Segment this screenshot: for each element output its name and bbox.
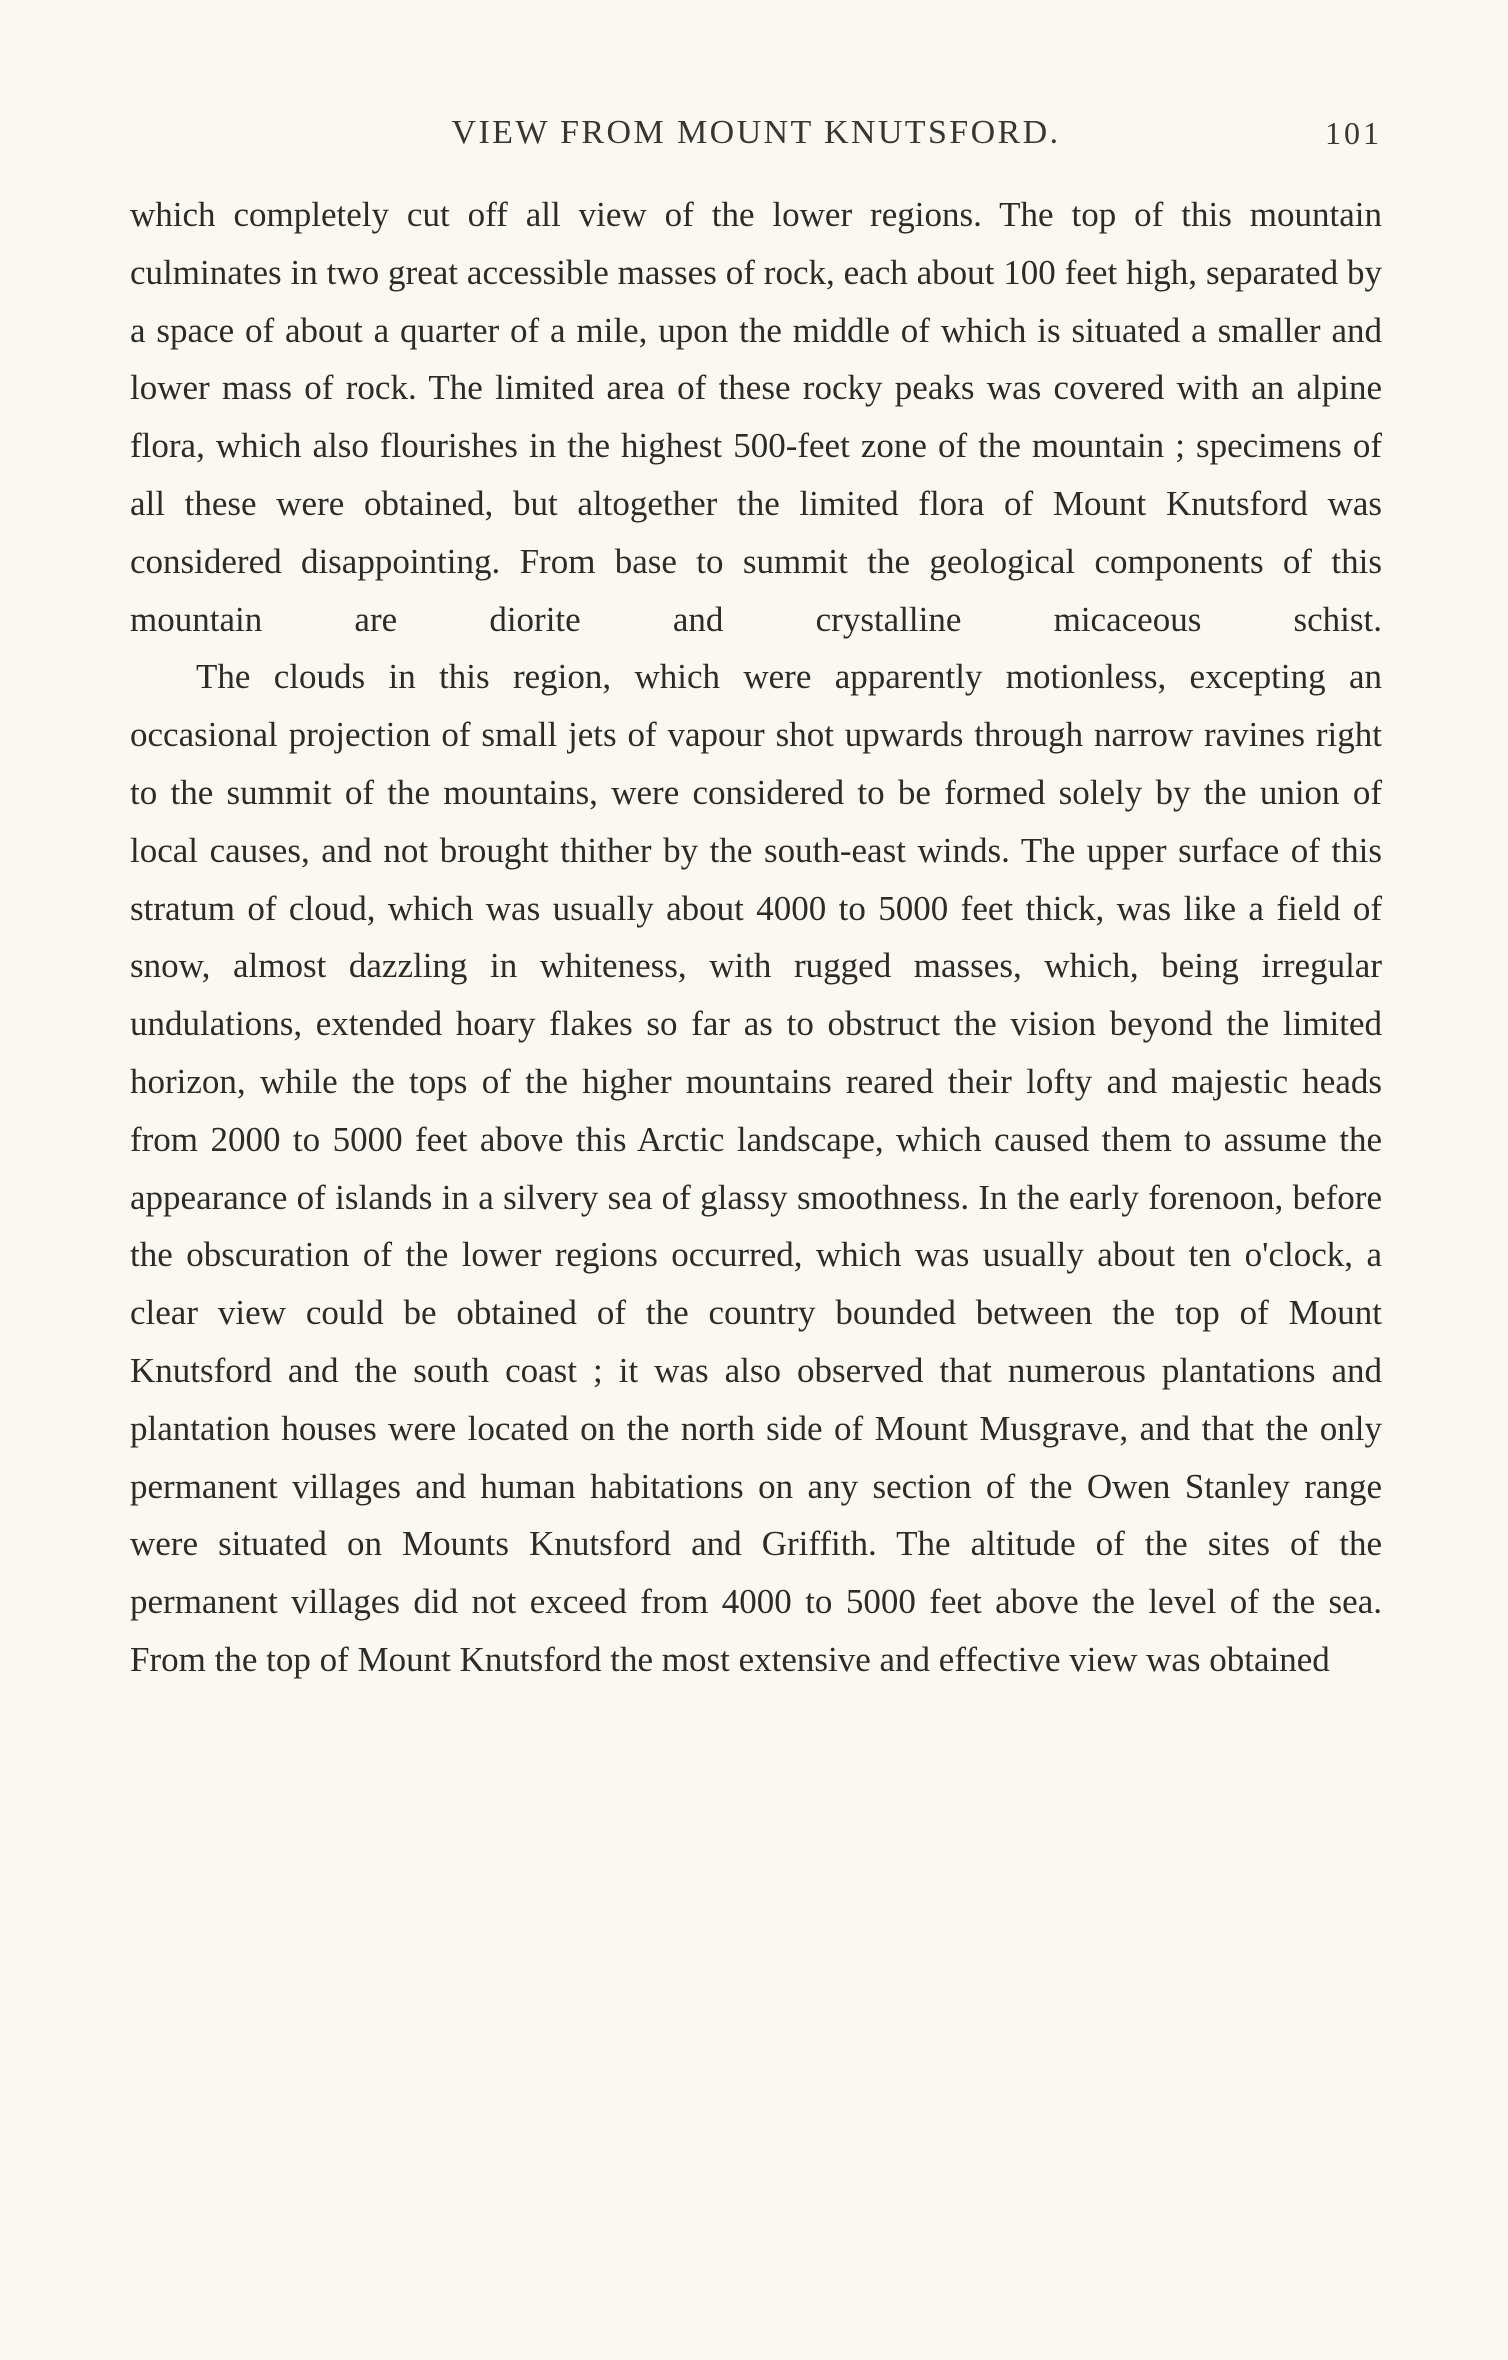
running-head	[130, 108, 1382, 158]
body-text	[130, 186, 1382, 1689]
paragraph-clouds-view: The clouds in this region, which were apparently motionless, excepting an occasional projection of small jets of vapour shot upwards through narrow ravines right to the summit of the mountains, were considered to be formed solely by the union of local causes, and not brought thither by the south-east winds. The upper surface of this stratum of cloud, which was usually about 4000 to 5000 feet thick, was like a field of snow, almost dazzling in whiteness, with rugged masses, which, being irregular undulations, extended hoary flakes so far as to obstruct the vision beyond the limited horizon, while the tops of the higher mountains reared their lofty and majestic heads from 2000 to 5000 feet above this Arctic landscape, which caused them to assume the appearance of islands in a silvery sea of glassy smoothness. In the early forenoon, before the obscuration of the lower regions occurred, which was usually about ten o'clock, a clear view could be obtained of the country bounded between the top of Mount Knutsford and the south coast ; it was also observed that numerous plantations and plantation houses were located on the north side of Mount Musgrave, and that the only permanent villages and human habitations on any section of the Owen Stanley range were situated on Mounts Knutsford and Griffith. The altitude of the sites of the permanent villages did not exceed from 4000 to 5000 feet above the level of the sea. From the top of Mount Knutsford the most extensive and effective view was obtained	[130, 657, 1382, 1679]
paragraph-summit-flora: which completely cut off all view of the lower regions. The top of this mountain culminates in two great accessible masses of rock, each about 100 feet high, separated by a space of about a quarter of a mile, upon the middle of which is situated a smaller and lower mass of rock. The limited area of these rocky peaks was covered with an alpine flora, which also flourishes in the highest 500-feet zone of the mountain ; specimens of all these were obtained, but altogether the limited flora of Mount Knutsford was considered disappointing. From base to summit the geological components of this mountain are diorite and crystalline micaceous schist.	[130, 195, 1382, 639]
running-title: VIEW FROM MOUNT KNUTSFORD.	[451, 114, 1061, 151]
page-number: 101	[1325, 115, 1382, 151]
